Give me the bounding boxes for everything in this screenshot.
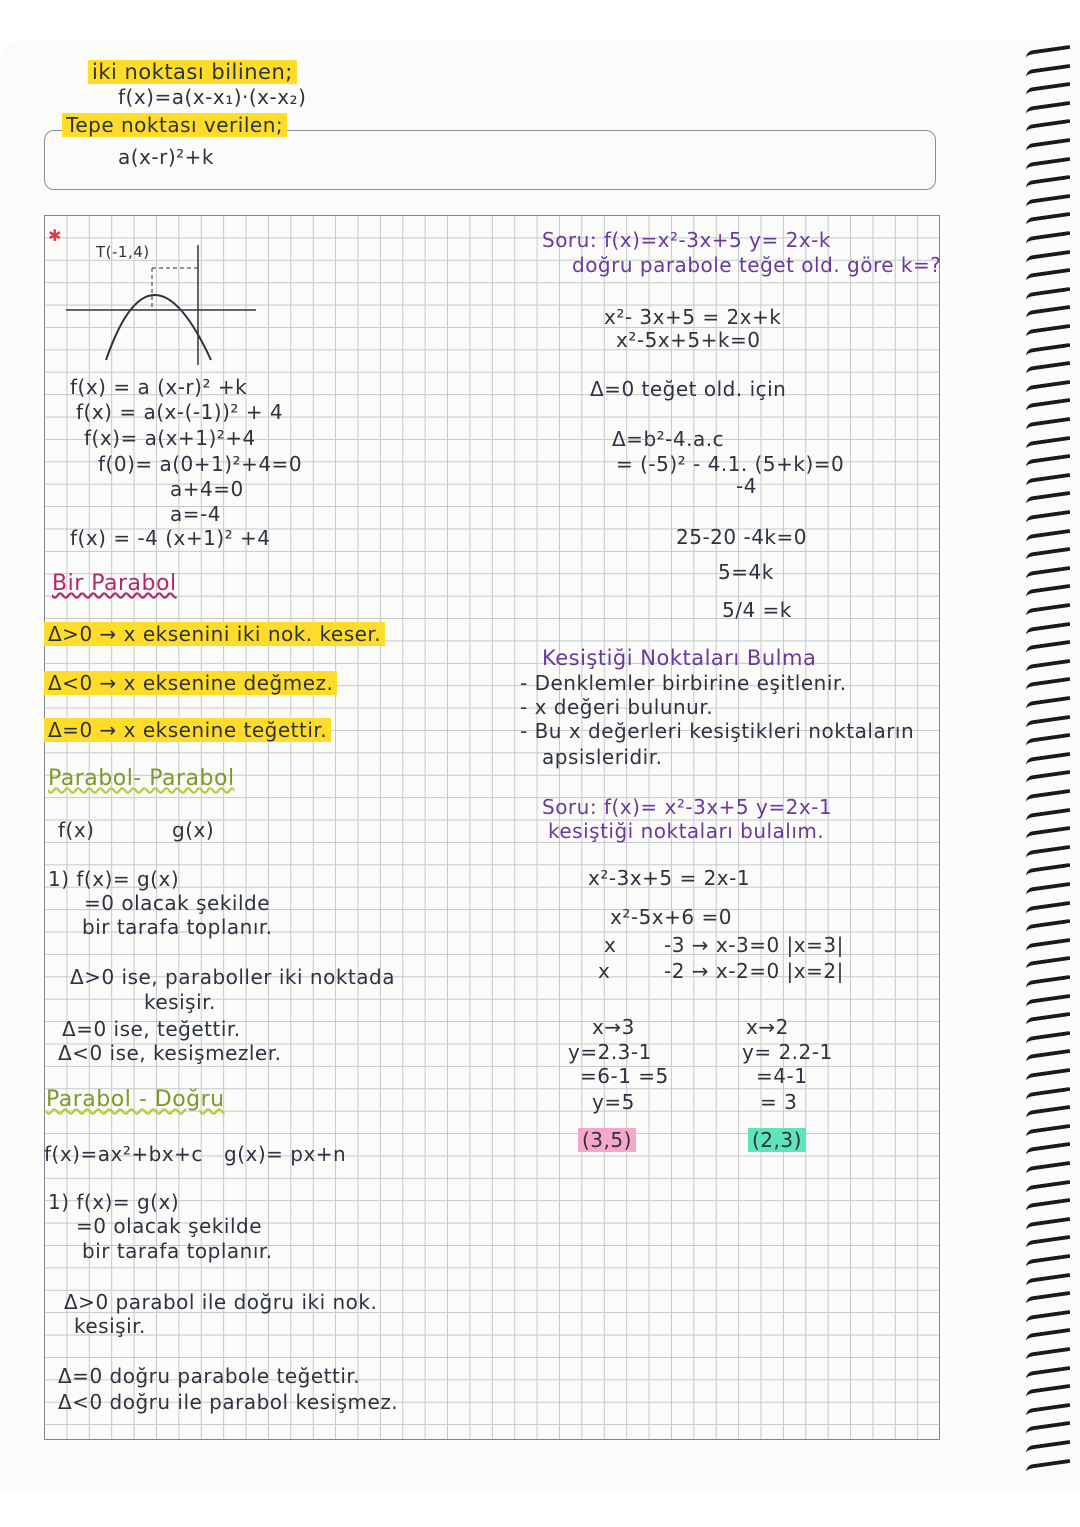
- c1-line3: =6-1 =5: [580, 1064, 669, 1088]
- c2-line3: =4-1: [756, 1064, 808, 1088]
- spiral-coil: [1026, 770, 1070, 790]
- star-marker-icon: ✱: [48, 226, 62, 245]
- spiral-coil: [1026, 622, 1070, 642]
- spiral-coil: [1026, 845, 1070, 865]
- heading-parabol-dogru: Parabol - Doğru: [46, 1087, 225, 1112]
- spiral-coil: [1026, 268, 1070, 288]
- spiral-coil: [1026, 1403, 1070, 1423]
- spiral-coil: [1026, 510, 1070, 530]
- left-eq5: a+4=0: [170, 477, 244, 501]
- spiral-coil: [1026, 1161, 1070, 1181]
- c1-line2: y=2.3-1: [568, 1040, 652, 1064]
- bullet3: - Bu x değerleri kesiştikleri noktaların: [520, 719, 915, 743]
- spiral-coil: [1026, 417, 1070, 437]
- spiral-coil: [1026, 1310, 1070, 1330]
- spiral-coil: [1026, 454, 1070, 474]
- pp-line3: bir tarafa toplanır.: [82, 915, 273, 939]
- q1-step9: 5/4 =k: [722, 598, 792, 622]
- left-eq1: f(x) = a (x-r)² +k: [70, 375, 248, 399]
- vertex-label: T(-1,4): [96, 243, 150, 261]
- spiral-coil: [1026, 603, 1070, 623]
- spiral-coil: [1026, 82, 1070, 102]
- spiral-coil: [1026, 529, 1070, 549]
- spiral-coil: [1026, 1142, 1070, 1162]
- spiral-coil: [1026, 1347, 1070, 1367]
- q1-step3: Δ=0 teğet old. için: [590, 377, 787, 401]
- top-line4: a(x-r)²+k: [118, 145, 214, 169]
- q1-step6: -4: [736, 474, 757, 498]
- delta-positive: Δ>0 → x eksenini iki nok. keser.: [44, 622, 385, 646]
- pp-line5: kesişir.: [144, 990, 216, 1014]
- spiral-coil: [1026, 343, 1070, 363]
- spiral-coil: [1026, 194, 1070, 214]
- pd-line3: bir tarafa toplanır.: [82, 1239, 273, 1263]
- delta-zero: Δ=0 → x eksenine teğettir.: [44, 718, 331, 742]
- spiral-coil: [1026, 398, 1070, 418]
- spiral-coil: [1026, 566, 1070, 586]
- spiral-coil: [1026, 1459, 1070, 1479]
- q1-step5: = (-5)² - 4.1. (5+k)=0: [616, 452, 845, 476]
- spiral-coil: [1026, 1124, 1070, 1144]
- pd-line6: Δ=0 doğru parabole teğettir.: [58, 1364, 361, 1388]
- spiral-coil: [1026, 584, 1070, 604]
- spiral-coil: [1026, 659, 1070, 679]
- pd-line1: 1) f(x)= g(x): [48, 1190, 180, 1214]
- spiral-coil: [1026, 882, 1070, 902]
- pd-line0: f(x)=ax²+bx+c: [44, 1142, 203, 1166]
- label-fx: f(x): [58, 818, 95, 842]
- spiral-coil: [1026, 1328, 1070, 1348]
- c1-line4: y=5: [592, 1090, 635, 1114]
- pp-line4: Δ>0 ise, paraboller iki noktada: [70, 965, 395, 989]
- top-line1: iki noktası bilinen;: [88, 60, 297, 84]
- pd-line5: kesişir.: [74, 1314, 146, 1338]
- spiral-coil: [1026, 715, 1070, 735]
- pp-line6: Δ=0 ise, teğettir.: [62, 1017, 241, 1041]
- spiral-coil: [1026, 45, 1070, 65]
- q1-line1: Soru: f(x)=x²-3x+5 y= 2x-k: [542, 228, 831, 252]
- spiral-coil: [1026, 1180, 1070, 1200]
- spiral-coil: [1026, 64, 1070, 84]
- q2-step3x: x: [604, 933, 617, 957]
- spiral-coil: [1026, 640, 1070, 660]
- pd-line4: Δ>0 parabol ile doğru iki nok.: [64, 1290, 378, 1314]
- spiral-coil: [1026, 491, 1070, 511]
- q2-step4x: x: [598, 959, 611, 983]
- spiral-coil: [1026, 361, 1070, 381]
- left-eq3: f(x)= a(x+1)²+4: [84, 426, 256, 450]
- top-line3: Tepe noktası verilen;: [62, 113, 287, 137]
- left-eq4: f(0)= a(0+1)²+4=0: [98, 452, 303, 476]
- q1-step4: Δ=b²-4.a.c: [612, 427, 725, 451]
- q1-step7: 25-20 -4k=0: [676, 525, 807, 549]
- c2-line2: y= 2.2-1: [742, 1040, 833, 1064]
- heading-parabol-parabol: Parabol- Parabol: [48, 766, 235, 791]
- spiral-coil: [1026, 938, 1070, 958]
- q2-step3: -3 → x-3=0 |x=3|: [664, 933, 844, 957]
- c2-line1: x→2: [746, 1015, 789, 1039]
- spiral-coil: [1026, 119, 1070, 139]
- spiral-coil: [1026, 212, 1070, 232]
- spiral-coil: [1026, 324, 1070, 344]
- spiral-coil: [1026, 305, 1070, 325]
- spiral-coil: [1026, 547, 1070, 567]
- spiral-coil: [1026, 789, 1070, 809]
- q2-step1: x²-3x+5 = 2x-1: [588, 866, 751, 890]
- q1-step2: x²-5x+5+k=0: [616, 328, 761, 352]
- spiral-coil: [1026, 1254, 1070, 1274]
- spiral-coil: [1026, 1198, 1070, 1218]
- q2-line1: Soru: f(x)= x²-3x+5 y=2x-1: [542, 795, 833, 819]
- delta-negative: Δ<0 → x eksenine değmez.: [44, 671, 337, 695]
- spiral-coil: [1026, 1384, 1070, 1404]
- spiral-coil: [1026, 1049, 1070, 1069]
- q2-step4: -2 → x-2=0 |x=2|: [664, 959, 844, 983]
- spiral-coil: [1026, 826, 1070, 846]
- spiral-coil: [1026, 1291, 1070, 1311]
- heading-bir-parabol: Bir Parabol: [52, 571, 177, 596]
- left-eq7: f(x) = -4 (x+1)² +4: [70, 526, 271, 550]
- spiral-coil: [1026, 138, 1070, 158]
- pp-line2: =0 olacak şekilde: [84, 891, 270, 915]
- q2-line2: kesiştiği noktaları bulalım.: [548, 819, 825, 843]
- c1-line1: x→3: [592, 1015, 635, 1039]
- spiral-coil: [1026, 1217, 1070, 1237]
- spiral-coil: [1026, 1235, 1070, 1255]
- pp-line1: 1) f(x)= g(x): [48, 867, 180, 891]
- spiral-coil: [1026, 752, 1070, 772]
- spiral-binding: [1018, 40, 1080, 1490]
- top-line2: f(x)=a(x-x₁)·(x-x₂): [118, 85, 307, 109]
- q1-line2: doğru parabole teğet old. göre k=?: [572, 253, 942, 277]
- spiral-coil: [1026, 231, 1070, 251]
- q1-step1: x²- 3x+5 = 2x+k: [604, 305, 782, 329]
- bullet1: - Denklemler birbirine eşitlenir.: [520, 671, 847, 695]
- pd-line2: =0 olacak şekilde: [76, 1214, 262, 1238]
- spiral-coil: [1026, 975, 1070, 995]
- spiral-coil: [1026, 808, 1070, 828]
- spiral-coil: [1026, 1012, 1070, 1032]
- spiral-coil: [1026, 175, 1070, 195]
- label-gx: g(x): [172, 818, 215, 842]
- c1-result: (3,5): [578, 1128, 636, 1152]
- heading-kesistigi: Kesiştiği Noktaları Bulma: [542, 646, 817, 670]
- spiral-coil: [1026, 1087, 1070, 1107]
- q2-step2: x²-5x+6 =0: [610, 905, 732, 929]
- spiral-coil: [1026, 901, 1070, 921]
- spiral-coil: [1026, 677, 1070, 697]
- left-eq2: f(x) = a(x-(-1))² + 4: [76, 400, 284, 424]
- spiral-coil: [1026, 380, 1070, 400]
- c2-line4: = 3: [760, 1090, 798, 1114]
- pd-line7: Δ<0 doğru ile parabol kesişmez.: [58, 1390, 399, 1414]
- spiral-coil: [1026, 1273, 1070, 1293]
- spiral-coil: [1026, 1440, 1070, 1460]
- spiral-coil: [1026, 1068, 1070, 1088]
- c2-result: (2,3): [748, 1128, 806, 1152]
- spiral-coil: [1026, 436, 1070, 456]
- spiral-coil: [1026, 157, 1070, 177]
- spiral-coil: [1026, 733, 1070, 753]
- spiral-coil: [1026, 863, 1070, 883]
- spiral-coil: [1026, 696, 1070, 716]
- left-eq6: a=-4: [170, 502, 221, 526]
- spiral-coil: [1026, 250, 1070, 270]
- pd-line0b: g(x)= px+n: [224, 1142, 347, 1166]
- spiral-coil: [1026, 473, 1070, 493]
- spiral-coil: [1026, 994, 1070, 1014]
- spiral-coil: [1026, 1366, 1070, 1386]
- bullet2: - x değeri bulunur.: [520, 695, 714, 719]
- spiral-coil: [1026, 919, 1070, 939]
- spiral-coil: [1026, 101, 1070, 121]
- spiral-coil: [1026, 287, 1070, 307]
- spiral-coil: [1026, 1105, 1070, 1125]
- spiral-coil: [1026, 1421, 1070, 1441]
- bullet4: apsisleridir.: [542, 745, 663, 769]
- pp-line7: Δ<0 ise, kesişmezler.: [58, 1041, 282, 1065]
- spiral-coil: [1026, 1031, 1070, 1051]
- spiral-coil: [1026, 956, 1070, 976]
- q1-step8: 5=4k: [718, 560, 774, 584]
